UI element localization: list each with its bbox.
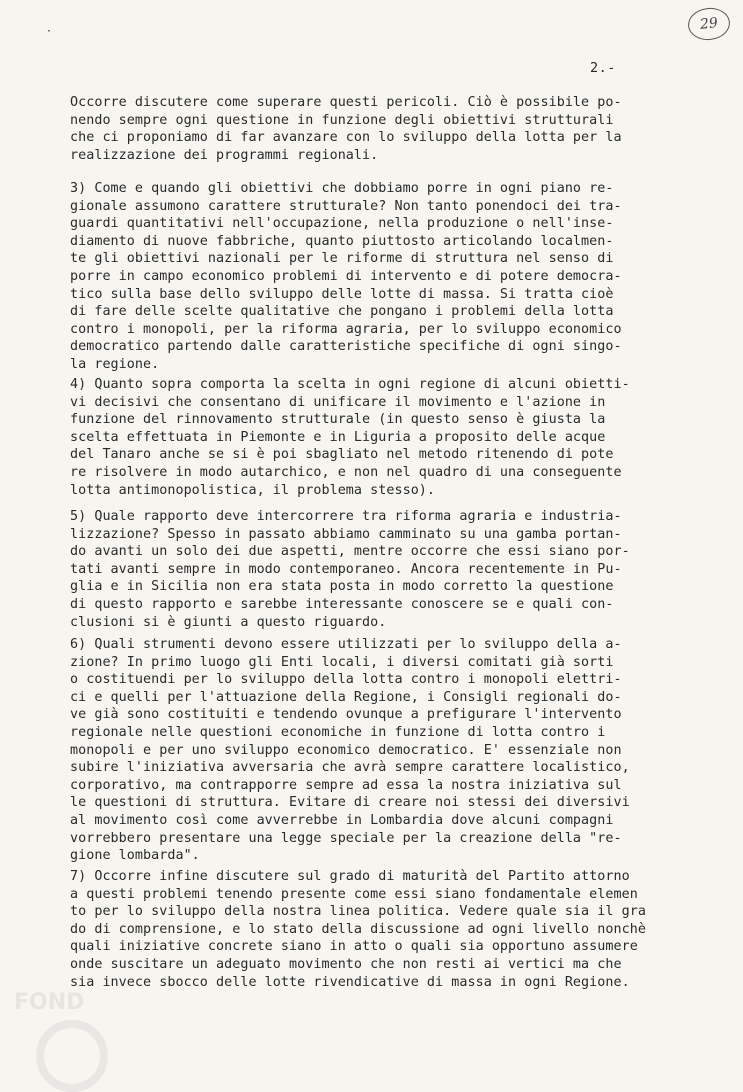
paragraph-point-6 — [70, 636, 690, 865]
text-line: nendo sempre ogni questione in funzione degli obiettivi strutturali — [70, 112, 614, 128]
text-line: glia e in Sicilia non era stata posta in modo corretto la questione — [70, 579, 614, 595]
page-number: 2.- — [590, 60, 616, 76]
text-line: monopoli e per uno sviluppo economico democratico. E' essenziale non — [70, 742, 622, 758]
text-line: zione? In primo luogo gli Enti locali, i diversi comitati già sorti — [70, 654, 614, 670]
text-line: 3) Come e quando gli obiettivi che dobbiamo porre in ogni piano re- — [70, 181, 614, 196]
text-line: lotta antimonopolistica, il problema stesso). — [70, 482, 436, 498]
text-line: Occorre discutere come superare questi pericoli. Ciò è possibile po- — [70, 95, 622, 110]
text-line: realizzazione dei programmi regionali. — [70, 147, 379, 163]
text-line: corporativo, ma contrapporre sempre ad essa la nostra iniziativa sul — [70, 777, 622, 793]
text-line: o costituendi per lo sviluppo della lotta contro i monopoli elettri- — [70, 672, 622, 688]
text-line: subire l'iniziativa avversaria che avrà sempre carattere localistico, — [70, 760, 630, 776]
text-line: di fare delle scelte qualitative che pongano i problemi della lotta — [70, 304, 614, 320]
corner-mark: · — [46, 26, 53, 37]
text-line: onde suscitare un adeguato movimento che non resti ai vertici ma che — [70, 956, 622, 972]
text-line: scelta effettuata in Piemonte e in Liguria a proposito delle acque — [70, 429, 606, 445]
paragraph-point-4 — [70, 376, 690, 499]
text-line: quali iniziative concrete siano in atto o quali sia opportuno assumere — [70, 939, 638, 955]
watermark-logo-icon — [36, 1020, 108, 1092]
text-line: guardi quantitativi nell'occupazione, nella produzione o nell'inse- — [70, 216, 614, 232]
text-line: 6) Quali strumenti devono essere utilizzati per lo sviluppo della a- — [70, 637, 622, 652]
text-line: to per lo sviluppo della nostra linea politica. Vedere quale sia il gra — [70, 904, 646, 920]
text-line: sia invece sbocco delle lotte rivendicative di massa in ogni Regione. — [70, 974, 630, 990]
text-line: vorrebbero presentare una legge speciale per la creazione della "re- — [70, 830, 622, 846]
paragraph-point-3 — [70, 180, 690, 374]
text-line: porre in campo economico problemi di intervento e di potere democra- — [70, 268, 622, 284]
text-line: di questo rapporto e sarebbe interessante conoscere se e quali con- — [70, 596, 614, 612]
text-line: la regione. — [70, 356, 160, 372]
paragraph-point-5 — [70, 508, 690, 631]
text-line: funzione del rinnovamento strutturale (in questo senso è giusta la — [70, 412, 606, 428]
text-line: democratico partendo dalle caratteristiche specifiche di ogni singo- — [70, 339, 622, 355]
text-line: del Tanaro anche se si è poi sbagliato nel metodo ritenendo di pote — [70, 447, 614, 463]
text-line: re risolvere in modo autarchico, e non nel quadro di una conseguente — [70, 464, 622, 480]
text-line: do di comprensione, e lo stato della discussione ad ogni livello nonchè — [70, 921, 646, 937]
text-line: al movimento così come avverrebbe in Lombardia dove alcuni compagni — [70, 812, 614, 828]
text-line: che ci proponiamo di far avanzare con lo sviluppo della lotta per la — [70, 130, 622, 146]
text-line: regionale nelle questioni economiche in funzione di lotta contro i — [70, 724, 606, 740]
text-line: clusioni si è giunti a questo riguardo. — [70, 614, 387, 630]
text-line: tati avanti sempre in modo contemporaneo. Ancora recentemente in Pu- — [70, 561, 622, 577]
watermark-text: FOND — [14, 990, 85, 1015]
text-line: gione lombarda". — [70, 848, 200, 864]
text-line: 4) Quanto sopra comporta la scelta in ogni regione di alcuni obietti- — [70, 377, 630, 392]
text-line: 5) Quale rapporto deve intercorrere tra riforma agraria e industria- — [70, 509, 622, 524]
text-line: 7) Occorre infine discutere sul grado di maturità del Partito attorno — [70, 869, 630, 884]
text-line: tico sulla base dello sviluppo delle lotte di massa. Si tratta cioè — [70, 286, 614, 302]
archive-watermark — [14, 990, 214, 1070]
text-line: do avanti un solo dei due aspetti, mentre occorre che essi siano por- — [70, 544, 630, 560]
paragraph-intro — [70, 94, 690, 164]
text-line: ve già sono costituiti e tendendo ovunque a prefigurare l'intervento — [70, 707, 622, 723]
text-line: te gli obiettivi nazionali per le riforme di struttura nel senso di — [70, 251, 614, 267]
text-line: contro i monopoli, per la riforma agraria, per lo sviluppo economico — [70, 321, 622, 337]
text-line: gionale assumono carattere strutturale? Non tanto ponendoci dei tra- — [70, 198, 622, 214]
text-line: diamento di nuove fabbriche, quanto piuttosto articolando localmen- — [70, 233, 614, 249]
paragraph-point-7 — [70, 868, 690, 991]
text-line: lizzazione? Spesso in passato abbiamo camminato su una gamba portan- — [70, 526, 622, 542]
page-stamp: 29 — [686, 6, 731, 42]
text-line: a questi problemi tenendo presente come essi siano fondamentale elemen — [70, 886, 638, 902]
text-line: le questioni di struttura. Evitare di creare noi stessi dei diversivi — [70, 795, 630, 811]
text-line: vi decisivi che consentano di unificare il movimento e l'azione in — [70, 394, 606, 410]
text-line: ci e quelli per l'attuazione della Regione, i Consigli regionali do- — [70, 689, 622, 705]
